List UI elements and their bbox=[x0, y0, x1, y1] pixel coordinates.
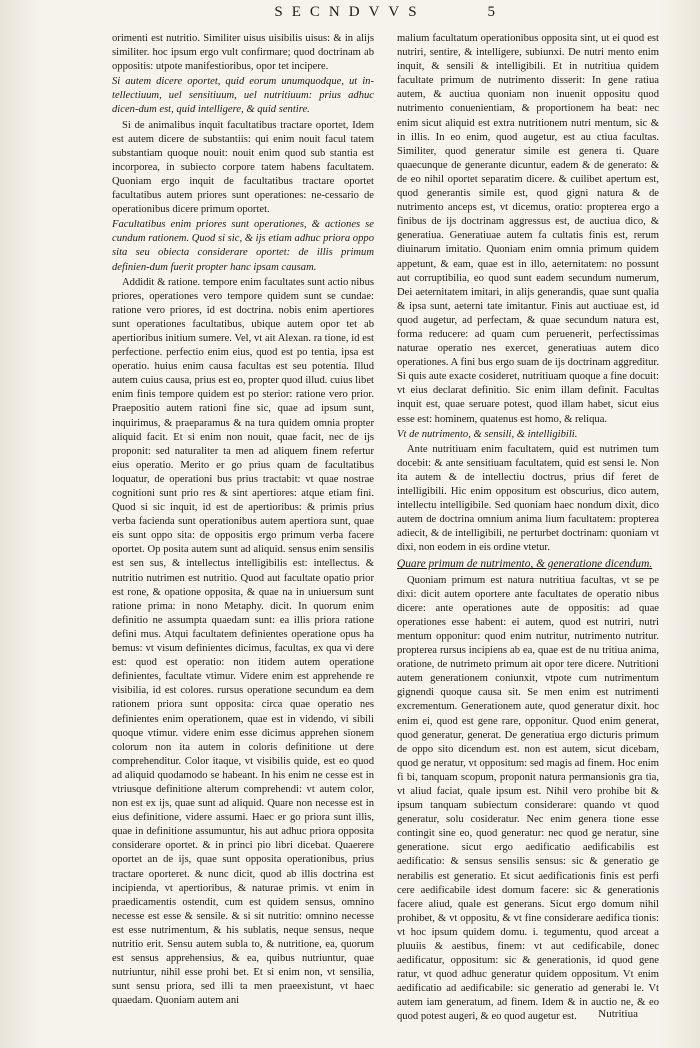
paragraph: Ante nutritiuam enim facultatem, quid est nutrimen tum docebit: & ante sensitiuam facultatem, quid est sensi le. Non ita autem & de intellectiu doctrus, prius dif feret de intelligibili. Hic enim oppositum est obscurius, dico autem, intellectu intelligibile. Sed quoniam haec nondum dixit, dico autem de doctrina omnium anima lium facultatem: propterea adiecit, & de intelligibili, ne perturbet doctrinam: quoniam vt dixi, non eodem in eis ordine vtetur. bbox=[397, 443, 659, 554]
paragraph: malium facultatum operationibus opposita sint, ut ei quod est nutriri, sentire, & intelligere, subiunxi. De nutri mento enim inquit, & sensili & intelligibili. Et in nutritiua quidem facultate primum de nutrimento disserit: In gene ratiua autem, & auctiua quoniam non inuenit oppositu quod nutrimento conuenientiam, & proportionem ha beat: nec enim sicut aliquid est extra nutritionem nutri mentum, sic & in illis. In eo enim, quod augetur, est au ctiua facultas. Similiter, quod generatur simile est genera ti. Quare quaecunque de generante dicuntur, eadem & de generato: & de eo nihil oportet separatim dicere. & cuilibet apertum est, quod generantis simile est, quod gigni natura & de nutrimento anceps est, vt dicemus, oratio: propterea ergo a finibus de ijs doctrinam aggressus est, de auctiua dico, & generatiua. Generatiuae autem fa cultatis finis est, rerum diuinarum imitatio. Quoniam enim omnia primum quidem appetunt, & eam, quae est in illo, aeternitatem: no possunt aut corruptibilia, eo quod sunt eadem secundum numerum, Dei aeternitatem imitari, in alijs generandis, quae sunt qualia & ipsa sunt, aeterni tate imitantur. Finis aut auctiuae est, id quod augetur, ad perfectam, & quae secundum natura est, forma reducere: ad quam cum peruenerit, perfectissimas naturae operatio nes exercet, generatiuas autem dico operationes. A fini bus ergo suam de ijs doctrinam aggreditur. Si quis aute exacte cosideret, nutritiuam quoque a fine docuit: vt eius declarat definitio. Sic enim illam definit. Facultas inquit est, quae seruare potest, quod illam habet, sicut eius esse est: hominem, quatenus est homo, & reliqua. bbox=[397, 33, 659, 425]
running-head-title: SECNDVVS bbox=[274, 4, 426, 20]
lemma-italic: Facultatibus enim priores sunt operationes, & actiones se cundum rationem. Quod si sic, & ijs etiam adhuc priora oppo sita seu obiecta considerare oportet: de illis primum definien-dum fuerit propter hanc ipsam causam. bbox=[112, 219, 374, 273]
paragraph: Quoniam primum est natura nutritiua facultas, vt se pe dixi: dicit autem oportere ante facultates de operatio nibus dicere: ante operationes aute de oppositis: ad quae operationes esse habent: ei autem, quod est nutriri, nutri mentum opponitur: quod enim nutritur, nutrimento nutritur. propterea rursus incipiens ab ea, quae est de nu tritiua anima, oratione, de nutrimeto primum ait opor tere dicere. Nutritioni autem generationem coniunxit, vtpote cum nutrimentum gignendi quoque causa sit. Se men enim est nutrimenti excrementum. Generationem aute, quod generatur dixit. hoc enim ei, quod est gene rare, opponitur. Quod enim generat, quod generatur, generat. De generatiua ergo dicturis primum de oppo sito dicendum est. non est autem, sicut dicebam, quod ge neratur, vt oppositum: sed magis ad finem. Hoc enim fi bi, tanquam scopum, proponit natura permansionis gra tia, vt aliud faciat, quale ipsum est. Nihil vero prohibe bit & ipsum tanquam subiectum considerare: quando vt quod generatur, solu cosideratur. Nec enim genera tione esse contingit sine eo, quod generatur: nec quod ge neratur, sine generatione. sicut ergo aedificatio aedificabilis est aedificatio: & sensus sensilis sensus: sic & generatio ge nerabilis est generatio. Et sicut aedificationis finis est perfi cere aedificabile idest domum facere: sic & generationis facere aliud, quale est generans. Sicut ergo domum nihil prohibet, & vt oppositu, & vt fine considerare aedifica tionis: vt hoc ipsum quidem domu. i. tegumentu, quod arceat a pluuiis & aestibus, finem: vt aut cedificabile, donec aedificatur, oppositum: sic & generationis, id quod gene ratur, vt quod adhuc generatur quidem oppositum. Vt enim aedificatio ad aedificabile: sic generatio ad generabi le. Vt autem iam generatum, ad finem. Idem & in auctio ne, & eo quod potest augeri, & eo quod augetur est. bbox=[397, 574, 659, 1023]
lemma-italic: Si autem dicere oportet, quid eorum unumquodque, ut in-tellectiuum, uel sensitiuum, uel nutritiuum: prius adhuc dicen-dum est, quid intelligere, & quid sentire. bbox=[112, 76, 374, 116]
left-column bbox=[112, 32, 374, 1008]
right-column bbox=[397, 32, 659, 1025]
paragraph: orimenti est nutritio. Similiter uisus uisibilis uisus: & in alijs similiter. hoc ipsum ergo vult confirmare; quod doctrinam ab oppositis: utpote manifestioribus, opor tet incipere. bbox=[112, 33, 374, 73]
running-head bbox=[0, 4, 700, 21]
paragraph: Addidit & ratione. tempore enim facultates sunt actio nibus priores, operationes vero tempore quidem sunt se cundae: ratione vero priores, id est doctrina. nobis enim apertiores sunt operationes facultatibus, ubique autem opor tet ab apertioribus initium sumere. Vel, vt ait Alexan. ra tione, id est perfectione. perfectio enim eius, quod est po tentia, ipsa est operatio. huius enim causa facultas est seu potentia. Illud autem cuius causa, prius est eo, propter quod illud. cuius libet enim finis tempore quidem est po sterior: ratione vero prior. Praepositio autem rationi fine sic, quae ad ipsum sunt, inquirimus, & praeparamus & na tura quidem omnia propter aliquid facit. Et si enim non nouit, quae facit, nec de ijs proponit: sed naturaliter ta men ad aliquem finem refertur eius operatio. Merito er go prius quam de facultatibus loquatur, de operationi bus prius tractabit: vt quae nostrae cognitioni sunt prio res & sint apertiores: atque etiam fini. Quod si sic inquit, id est de apertioribus: & primis prius verba facienda sunt operationibus autem apertiora sunt, quae eis sunt oppo sita: de oppositis ergo primum verba facere oportet. Op posita autem sunt ad aliquid. sensus enim sensilis est sen sus, & intellectus intelligibilis est: intellectus. & nutritio nutrimen est nutritio. Quod aut facultate opatio prior est rone, & opatione opposita, & quae na in uniuersum sunt ratione prima: in nono Metaphy. dicit. In quorum enim definitio ne assumpta quaedam sunt: ea illis priora ratione defini mus. Atqui facultatem definientes operatione opus ha bemus: vt visum definientes dicimus, facultas, ex qua vi dere est: quod est operatio: non itidem autem operatione definientes, facultate vtimur. Videre enim est apprehende re visibilia, id est colores. rursus operatione secundum ea dem rationem priora sunt opposita: circa quae operatio nes definientes enim operationem, quae est in videndo, vi sibili quoque vtimur. videre enim esse dicimus apprehen sionem colorum non ita autem in coloris definitione ut dere comprehenditur. Color itaque, vt visibilis quide, est eo quod ad aliquid quodamodo se habeant. In his enim ne cesse est in vtriusque definitione alterum comprehendi: vt autem color, non est ex ijs, quae sunt ad aliquid. Quare non necesse est in eius definitione, videre assumi. Haec er go priora sunt illis, quae in definitione assumuntur, his aut adhuc priora opposita considerare oportet. & in princi pio libri dicebat. Quaerere oportet an de ijs, quae sunt opposita operationibus, prius tractare oporteret. & nunc dicit, quod ab illis doctrina est incipienda, vt apertioribus, & naturae primis. vt enim in praedicamentis ostendit, cum est quidem sensus, omnino necesse est esse & sensile. & si sit nutritio: omnino necesse est esse nutrimentum, & his sublatis, neque sensus, neque nutritio erit. Sensu autem subla to, & nutritione, ea, quorum est sensus apprehensius, & ea, quibus nutriuntur, quae nutriuntur, nihil esse prohi bet. Et si enim non, vt sensilia, sunt sensu priora, sed illi ta men praeexistunt, vt haec quaedam. Quoniam autem ani bbox=[112, 276, 374, 1007]
catchword: Nutritiua bbox=[598, 1008, 638, 1020]
folio-number: 5 bbox=[487, 4, 495, 20]
section-heading: Quare primum de nutrimento, & generatione dicendum. bbox=[397, 558, 653, 571]
paragraph: Si de animalibus inquit facultatibus tractare oportet, Idem est autem dicere de substantiis: qui enim nouit facul tatem substantiam quoque nouit: nouit enim quod sub stantia est incorporea, in subiecto corpore tatem habens facultatem. Quoniam ergo inquit de facultatibus tractare oportet facultatibus autem priores sunt operationes: ne-cessario de operationibus dicere primum oportet. bbox=[112, 119, 374, 216]
lemma-italic: Vt de nutrimento, & sensili, & intelligibili. bbox=[397, 428, 578, 440]
